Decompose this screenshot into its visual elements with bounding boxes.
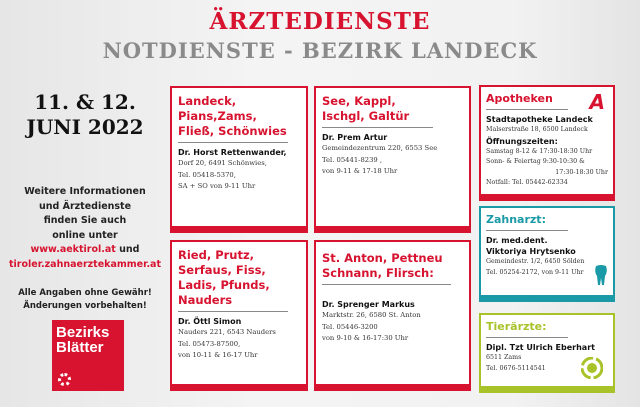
pharmacy-title: Apotheken <box>486 91 568 110</box>
logo-text: Blätter <box>56 339 104 356</box>
hours-text: 17:30-18:30 Uhr <box>555 168 608 176</box>
vet-info: Tel. 0676-5114541 <box>486 364 546 372</box>
doctor-card <box>170 240 308 391</box>
vet-info: 6511 Zams <box>486 354 522 361</box>
zahnaerztekammer-link[interactable]: tiroler.zahnaerztekammer.at <box>8 258 162 270</box>
info-text: und <box>115 244 140 255</box>
apotheke-a-icon: A <box>589 90 605 114</box>
dentist-card <box>479 206 615 302</box>
doctor-info: von 10-11 & 16-17 Uhr <box>178 351 258 359</box>
disclaimer-text: Änderungen vorbehalten! <box>23 300 147 311</box>
aektirol-link[interactable]: www.aektirol.at <box>30 244 116 255</box>
doctor-name: Dr. Sprenger Markus <box>322 300 415 309</box>
doctor-card <box>314 86 471 233</box>
doctor-name: Dr. Prem Artur <box>322 133 388 142</box>
doctor-info: Gemeindezentrum 220, 6553 See <box>322 144 438 152</box>
doctor-info: von 9-10 & 16-17:30 Uhr <box>322 334 409 342</box>
date-line: JUNI 2022 <box>26 115 144 139</box>
vet-name: Dipl. Tzt Ulrich Eberhart <box>486 343 595 352</box>
tooth-icon <box>594 264 608 286</box>
disclaimer-text: Alle Angaben ohne Gewähr! <box>18 288 152 298</box>
doctor-info: von 9-11 & 17-18 Uhr <box>322 167 398 175</box>
info-text: finden Sie auch <box>43 215 127 226</box>
doctor-name: Dr. Horst Rettenwander, <box>178 148 287 157</box>
dentist-info: Tel. 05254-2172, von 9-11 Uhr <box>486 268 584 276</box>
disclaimer <box>0 287 170 312</box>
sun-icon <box>58 373 71 386</box>
region-title: Landeck, Pians,Zams, Fließ, Schönwies <box>178 94 288 143</box>
dentist-title: Zahnarzt: <box>486 212 568 231</box>
pharmacy-address: Malserstraße 18, 6500 Landeck <box>486 126 588 133</box>
doctor-info: Marktstr. 26, 6580 St. Anton <box>322 311 421 319</box>
doctor-info: Tel. 05446-3200 <box>322 322 378 331</box>
doctor-info: Tel. 05473-87500, <box>178 339 241 348</box>
vet-card <box>479 313 615 393</box>
doctor-info: Dorf 20, 6491 Schönwies, <box>178 159 267 167</box>
logo-text: Bezirks <box>56 324 110 341</box>
dentist-name: Viktoriya Hrytsenko <box>486 247 576 256</box>
region-title: St. Anton, Pettneu Schnann, Flirsch: <box>322 251 451 285</box>
doctor-info: SA + SO von 9-11 Uhr <box>178 182 256 190</box>
date <box>0 90 170 140</box>
more-info <box>0 185 170 272</box>
doctor-card <box>314 240 471 391</box>
region-title: See, Kappl, Ischgl, Galtür <box>322 94 433 128</box>
info-text: und Ärztedienste <box>38 200 132 212</box>
region-title: Ried, Prutz, Serfaus, Fiss, Ladis, Pfunds, Nauders <box>178 248 288 312</box>
doctor-name: Dr. Öttl Simon <box>178 317 242 326</box>
vet-animal-icon <box>581 357 603 379</box>
doctor-info: Nauders 221, 6543 Nauders <box>178 328 276 336</box>
dentist-info: Gemeindestr. 1/2, 6450 Sölden <box>486 258 585 265</box>
hours-label: Öffnungszeiten: <box>486 136 558 146</box>
hours-text: Samstag 8-12 & 17:30-18:30 Uhr <box>486 147 593 155</box>
page-title: ÄRZTEDIENSTE <box>209 8 431 35</box>
hours-text: Sonn- & Feiertag 9:30-10:30 & <box>486 158 585 165</box>
doctor-card <box>170 86 308 233</box>
pharmacy-name: Stadtapotheke Landeck <box>486 115 593 124</box>
pharmacy-card <box>479 85 615 201</box>
vet-title: Tierärzte: <box>486 319 568 338</box>
info-text: Weitere Informationen <box>24 186 146 197</box>
dentist-name: Dr. med.dent. <box>486 236 548 245</box>
page-subtitle: NOTDIENSTE - BEZIRK LANDECK <box>102 38 538 63</box>
doctor-info: Tel. 05418-5370, <box>178 170 236 179</box>
doctor-info: Tel. 05441-8239 , <box>322 155 383 164</box>
date-line: 11. & 12. <box>34 90 136 114</box>
emergency-phone: Notfall: Tel. 05442-62334 <box>486 179 568 186</box>
info-text: online unter <box>52 229 118 241</box>
bezirksblaetter-logo <box>52 320 124 391</box>
